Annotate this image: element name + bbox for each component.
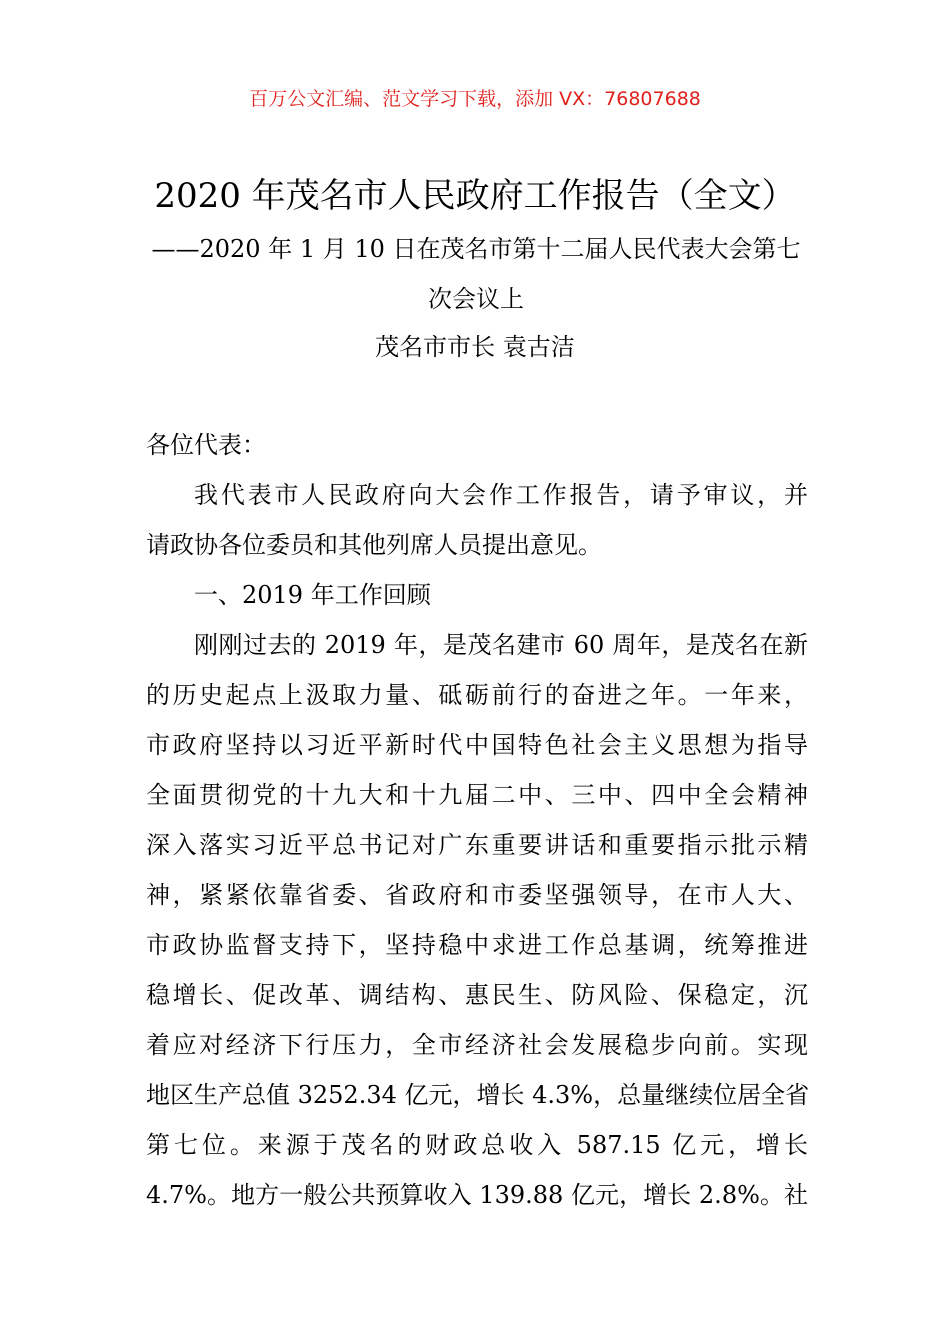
document-title: 2020 年茂名市人民政府工作报告（全文） xyxy=(154,176,796,216)
section-heading-1: 一、2019 年工作回顾 xyxy=(194,581,431,609)
paragraph-2-line-2: 的历史起点上汲取力量、砥砺前行的奋进之年。一年来， xyxy=(146,681,808,709)
header-banner: 百万公文汇编、范文学习下载，添加 VX：76807688 xyxy=(249,88,701,110)
salutation: 各位代表： xyxy=(146,431,266,459)
paragraph-2-line-6: 神，紧紧依靠省委、省政府和市委坚强领导，在市人大、 xyxy=(146,881,808,909)
paragraph-2-line-8: 稳增长、促改革、调结构、惠民生、防风险、保稳定，沉 xyxy=(146,981,808,1009)
paragraph-2-line-10: 地区生产总值 3252.34 亿元，增长 4.3%，总量继续位居全省 xyxy=(146,1081,810,1109)
subtitle-line-1: ——2020 年 1 月 10 日在茂名市第十二届人民代表大会第七 xyxy=(151,235,801,263)
subtitle-line-2: 次会议上 xyxy=(428,285,524,313)
document-body xyxy=(146,420,808,1220)
paragraph-1-line-1: 我代表市人民政府向大会作工作报告，请予审议，并 xyxy=(194,481,808,509)
author-line: 茂名市市长 袁古洁 xyxy=(375,333,575,361)
paragraph-1-line-2: 请政协各位委员和其他列席人员提出意见。 xyxy=(146,531,602,559)
paragraph-2-line-5: 深入落实习近平总书记对广东重要讲话和重要指示批示精 xyxy=(146,831,808,859)
paragraph-2-line-12: 4.7%。地方一般公共预算收入 139.88 亿元，增长 2.8%。社 xyxy=(146,1181,808,1209)
paragraph-2-line-9: 着应对经济下行压力，全市经济社会发展稳步向前。实现 xyxy=(146,1031,808,1059)
paragraph-2-line-4: 全面贯彻党的十九大和十九届二中、三中、四中全会精神 xyxy=(146,781,808,809)
paragraph-2-line-11: 第七位。来源于茂名的财政总收入 587.15 亿元，增长 xyxy=(146,1131,808,1159)
paragraph-2-line-1: 刚刚过去的 2019 年，是茂名建市 60 周年，是茂名在新 xyxy=(194,631,808,659)
paragraph-2-line-7: 市政协监督支持下，坚持稳中求进工作总基调，统筹推进 xyxy=(146,931,808,959)
paragraph-2-line-3: 市政府坚持以习近平新时代中国特色社会主义思想为指导 xyxy=(146,731,808,759)
